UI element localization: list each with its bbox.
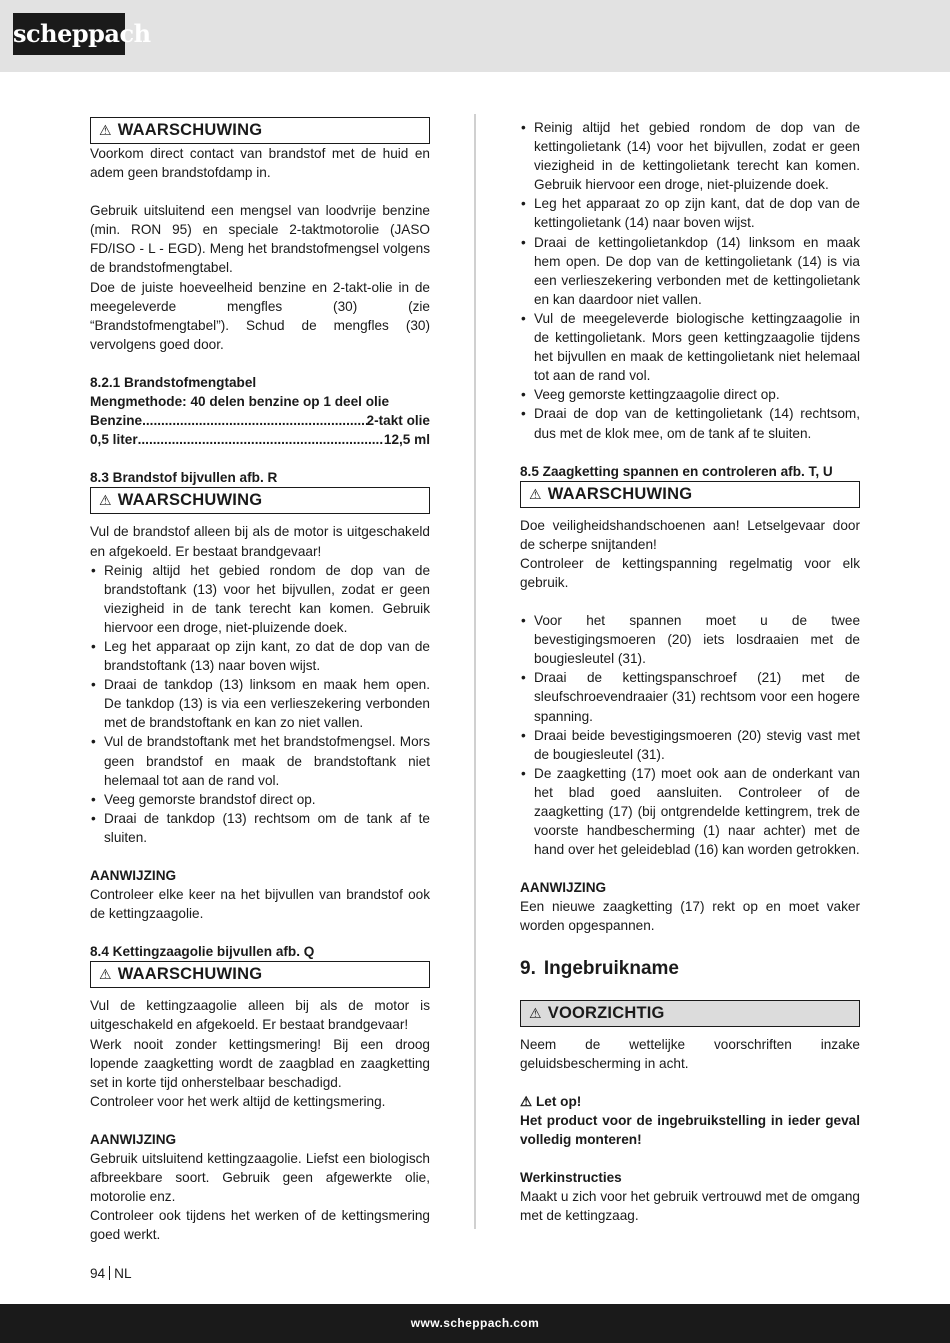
mix-table-label: 0,5 liter xyxy=(90,432,138,448)
mix-method: Mengmethode: 40 delen benzine op 1 deel olie xyxy=(90,394,390,410)
bullet-list xyxy=(520,611,860,859)
attention-text: Het product voor de ingebruikstelling in ieder geval volledig monteren! xyxy=(520,1112,860,1147)
list-item: • Draai de kettingolietankdop (14) linksom en maak hem open. De dop van de kettingolietank (14) is via een verlieszekering verbonden met de kettingolietank en kan daardoor niet vallen. xyxy=(520,233,860,309)
list-item: • Veeg gemorste brandstof direct op. xyxy=(90,790,430,809)
column-divider xyxy=(474,114,476,1229)
note-title: AANWIJZING xyxy=(520,880,607,896)
warning-triangle-icon: ⚠ xyxy=(99,492,112,509)
list-item: • Draai de dop van de kettingolietank (14) rechtsom, dus met de klok mee, om de tank af te sluiten. xyxy=(520,404,860,442)
note-title: AANWIJZING xyxy=(90,1131,177,1147)
warning-box xyxy=(90,487,430,514)
mix-table-value: 12,5 ml xyxy=(383,432,430,448)
dot-leader xyxy=(138,430,384,449)
section-heading: 8.5 Zaagketting spannen en controleren afb. T, U xyxy=(520,463,833,479)
warning-triangle-icon: ⚠ xyxy=(520,1093,533,1109)
left-column xyxy=(90,117,430,1245)
paragraph: Controleer voor het werk altijd de kettingsmering. xyxy=(90,1093,386,1109)
section-heading: 8.2.1 Brandstofmengtabel xyxy=(90,374,257,390)
chapter-title: Ingebruikname xyxy=(543,957,680,979)
page-number-value: 94 xyxy=(90,1266,106,1281)
paragraph: Doe de juiste hoeveelheid benzine en 2-takt-olie in de meegeleverde mengfles (30) (zie “Brandstofmengtabel”). Schud de mengfles (30) vervolgens goed door. xyxy=(90,279,430,352)
paragraph: Vul de brandstof alleen bij als de motor is uitgeschakeld en afgekoeld. Er bestaat brandgevaar! xyxy=(90,524,430,559)
list-item: • Leg het apparaat op zijn kant, zo dat de dop van de brandstoftank (13) naar boven wijst. xyxy=(90,637,430,675)
warning-box xyxy=(90,961,430,988)
footer-url: www.scheppach.com xyxy=(410,1316,540,1330)
warning-triangle-icon: ⚠ xyxy=(99,966,112,983)
warning-label: WAARSCHUWING xyxy=(117,965,263,984)
dot-leader xyxy=(142,411,366,430)
warning-box xyxy=(90,117,430,144)
paragraph: Controleer ook tijdens het werken of de kettingsmering goed werkt. xyxy=(90,1208,430,1243)
attention-title: ⚠ Let op! xyxy=(520,1093,582,1109)
paragraph: Controleer de kettingspanning regelmatig voor elk gebruik. xyxy=(520,555,860,590)
page-number xyxy=(90,1264,132,1283)
list-item: • Draai de tankdop (13) linksom en maak hem open. De tankdop (13) is via een verlieszekering verbonden met de brandstoftank en kan zo niet vallen. xyxy=(90,675,430,732)
section-heading: 8.4 Kettingzaagolie bijvullen afb. Q xyxy=(90,944,315,960)
paragraph: Voorkom direct contact van brandstof met de huid en adem geen brandstofdamp in. xyxy=(90,146,430,181)
list-item: • Vul de meegeleverde biologische kettingzaagolie in de kettingolietank. Mors geen kettingzaagolie tijdens het bijvullen en maak de kettingolietank niet helemaal tot aan de rand vol. xyxy=(520,309,860,385)
mix-table-row xyxy=(90,430,430,449)
language-code: NL xyxy=(114,1266,132,1281)
mix-table-value: 2-takt olie xyxy=(366,413,430,429)
separator xyxy=(109,1266,110,1280)
paragraph: Werk nooit zonder kettingsmering! Bij een droog lopende zaagketting wordt de zaagblad en zaagketting set in korte tijd onherstelbaar beschadigd. xyxy=(90,1036,430,1090)
bullet-list xyxy=(90,561,430,847)
footer-bar xyxy=(0,1304,950,1343)
note-title: Werkinstructies xyxy=(520,1170,622,1186)
right-column xyxy=(520,118,860,1225)
paragraph: Vul de kettingzaagolie alleen bij als de motor is uitgeschakeld en afgekoeld. Er bestaat brandgevaar! xyxy=(90,998,430,1033)
paragraph: Een nieuwe zaagketting (17) rekt op en moet vaker worden opgespannen. xyxy=(520,899,860,934)
caution-box xyxy=(520,1000,860,1027)
mix-table-row xyxy=(90,411,430,430)
list-item: • Vul de brandstoftank met het brandstofmengsel. Mors geen brandstof en maak de brandstoftank niet helemaal tot aan de rand vol. xyxy=(90,732,430,789)
warning-label: WAARSCHUWING xyxy=(117,120,263,139)
warning-triangle-icon: ⚠ xyxy=(529,1004,542,1021)
paragraph: Gebruik uitsluitend een mengsel van loodvrije benzine (min. RON 95) en speciale 2-taktmotorolie (JASO FD/ISO - L - EGD). Meng het brandstofmengsel volgens de brandstofmengtabel. xyxy=(90,203,430,276)
warning-label: WAARSCHUWING xyxy=(547,484,693,503)
list-item: • Draai beide bevestigingsmoeren (20) stevig vast met de bougiesleutel (31). xyxy=(520,726,860,764)
caution-label: VOORZICHTIG xyxy=(547,1003,665,1022)
brand-logo: scheppach xyxy=(13,13,125,55)
list-item: • Leg het apparaat zo op zijn kant, dat de dop van de kettingolietank (14) naar boven wijst. xyxy=(520,194,860,232)
list-item: • Veeg gemorste kettingzaagolie direct op. xyxy=(520,385,860,404)
warning-label: WAARSCHUWING xyxy=(117,491,263,510)
list-item: • Reinig altijd het gebied rondom de dop van de brandstoftank (13) voor het bijvullen, zodat er geen viezigheid in de tank terecht kan komen. Gebruik hiervoor een droge, niet-pluizende doek. xyxy=(90,561,430,637)
warning-box xyxy=(520,481,860,508)
paragraph: Neem de wettelijke voorschriften inzake geluidsbescherming in acht. xyxy=(520,1036,860,1071)
list-item: • De zaagketting (17) moet ook aan de onderkant van het blad goed aansluiten. Controleer of de zaagketting (17) (bij ontgrendelde kettingrem, trek de voorste handbescherming (1) naar achter) met de hand over het geleideblad (16) kan worden getrokken. xyxy=(520,764,860,859)
warning-triangle-icon: ⚠ xyxy=(99,121,112,138)
mix-table-label: Benzine xyxy=(90,413,143,429)
warning-triangle-icon: ⚠ xyxy=(529,485,542,502)
list-item: • Draai de kettingspanschroef (21) met de sleufschroevendraaier (31) rechtsom voor een hogere spanning. xyxy=(520,668,860,725)
section-heading: 8.3 Brandstof bijvullen afb. R xyxy=(90,470,278,486)
list-item: • Voor het spannen moet u de twee bevestigingsmoeren (20) iets losdraaien met de bougiesleutel (31). xyxy=(520,611,860,668)
chapter-number: 9. xyxy=(520,957,536,979)
paragraph: Maakt u zich voor het gebruik vertrouwd met de omgang met de kettingzaag. xyxy=(520,1189,860,1224)
list-item: • Reinig altijd het gebied rondom de dop van de kettingolietank (14) voor het bijvullen, zodat er geen viezigheid in de kettingolietank terecht kan komen. Gebruik hiervoor een droge, niet-pluizende doek. xyxy=(520,118,860,194)
bullet-list xyxy=(520,118,860,443)
paragraph: Doe veiligheidshandschoenen aan! Letselgevaar door de scherpe snijtanden! xyxy=(520,517,860,552)
chapter-heading xyxy=(520,957,860,981)
note-title: AANWIJZING xyxy=(90,868,177,883)
paragraph: Gebruik uitsluitend kettingzaagolie. Liefst een biologisch afbreekbare soort. Gebruik geen afgewerkte olie, motorolie enz. xyxy=(90,1151,430,1205)
paragraph: Controleer elke keer na het bijvullen van brandstof ook de kettingzaagolie. xyxy=(90,887,430,922)
list-item: • Draai de tankdop (13) rechtsom om de tank af te sluiten. xyxy=(90,809,430,847)
